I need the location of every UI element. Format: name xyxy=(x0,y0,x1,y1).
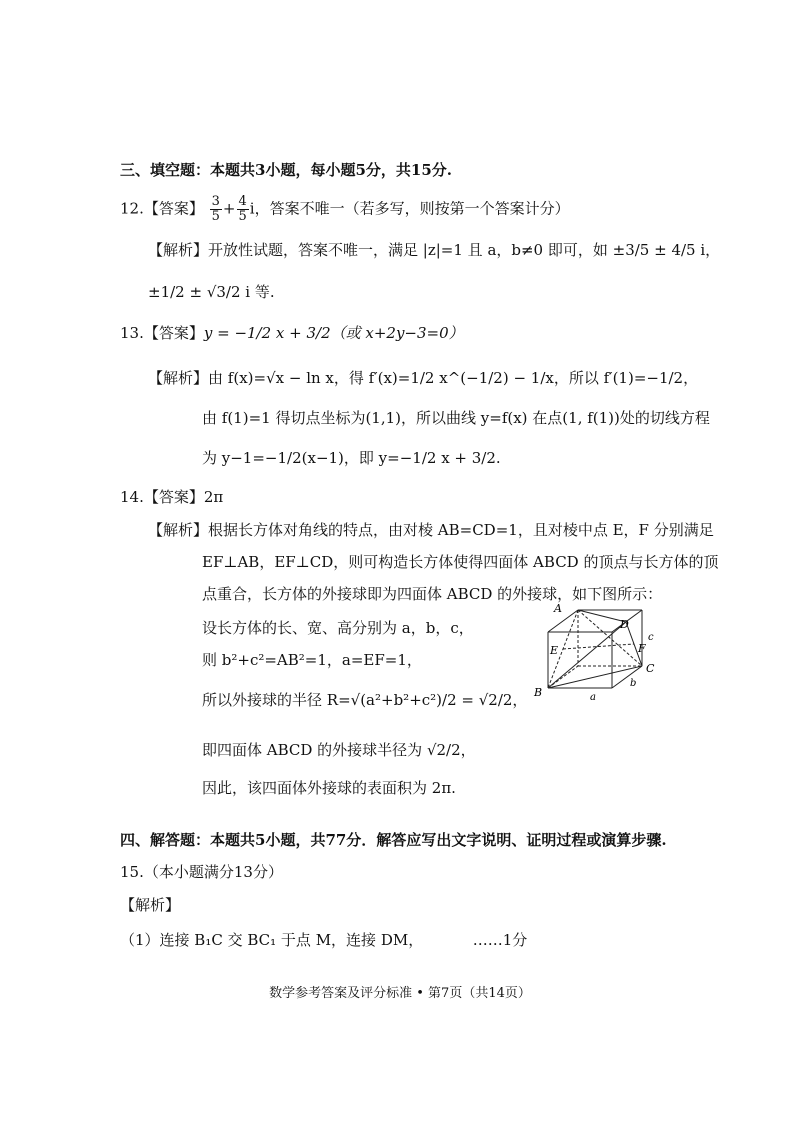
q12-frac-4-5: $\frac{4}{5}$ xyxy=(238,194,247,224)
edge-AD xyxy=(578,610,626,622)
q12-analysis-line2: ±1/2 ± √3/2 i 等. xyxy=(148,283,275,301)
q15-step1-score: ……1分 xyxy=(472,931,528,949)
label-c: c xyxy=(648,632,654,643)
q14-line6 xyxy=(202,690,527,710)
label-A: A xyxy=(554,602,562,615)
q12-analysis-label: 【解析】 xyxy=(148,241,209,259)
q13-label: 13.【答案】 xyxy=(120,324,204,342)
label-E: E xyxy=(550,644,559,657)
section-heading-3: 三、填空题：本题共3小题，每小题5分，共15分. xyxy=(120,161,452,179)
page-footer: 数学参考答案及评分标准 • 第7页（共14页） xyxy=(269,986,531,1001)
q13-line2: 由 f(1)=1 得切点坐标为(1,1)，所以曲线 y=f(x) 在点(1, f(1))处的切线方程 xyxy=(202,409,710,427)
edge-BC xyxy=(548,666,642,688)
q14-line7: 即四面体 ABCD 的外接球半径为 √2/2， xyxy=(202,741,476,759)
q14-line1: 根据长方体对角线的特点，由对棱 AB=CD=1，且对棱中点 E，F 分别满足 xyxy=(208,521,714,539)
q14-answer-line xyxy=(120,487,223,507)
q14-analysis-line1 xyxy=(148,520,714,540)
q13-analysis-line1 xyxy=(148,368,698,388)
label-a: a xyxy=(590,692,596,703)
q12-analysis-text: 开放性试题，答案不唯一，满足 |z|=1 且 a，b≠0 即可，如 ±3/5 ± 4/5 i， xyxy=(208,241,721,259)
section-heading-4: 四、解答题：本题共5小题，共77分．解答应写出文字说明、证明过程或演算步骤. xyxy=(120,831,667,849)
label-F: F xyxy=(638,642,646,655)
q15-step1: （1）连接 B₁C 交 BC₁ 于点 M，连接 DM， xyxy=(120,931,424,949)
q13-answer-line xyxy=(120,323,464,343)
q12-analysis-line1 xyxy=(148,240,720,260)
q12-frac-3-5: $\frac{3}{5}$ xyxy=(211,194,220,224)
q13-line1: 由 f(x)=√x − ln x，得 f′(x)=1/2 x^(−1/2) − 1/x，所以 f′(1)=−1/2， xyxy=(208,369,699,387)
q14-line2: EF⊥AB，EF⊥CD，则可构造长方体使得四面体 ABCD 的顶点与长方体的顶 xyxy=(202,553,719,571)
q14-line6-formula: √(a²+b²+c²)/2 = √2/2， xyxy=(350,691,528,709)
q13-line3: 为 y−1=−1/2(x−1)，即 y=−1/2 x + 3/2. xyxy=(202,449,501,467)
q14-line3: 点重合，长方体的外接球即为四面体 ABCD 的外接球，如下图所示： xyxy=(202,585,663,603)
q13-analysis-label: 【解析】 xyxy=(148,369,209,387)
q13-answer: y = −1/2 x + 3/2（或 x+2y−3=0） xyxy=(203,324,464,342)
q12-answer-line: 12.【答案】 $\frac{3}{5}$ + $\frac{4}{5}$ i，答案不唯一（若多写，则按第一个答案计分） xyxy=(120,194,570,224)
q15-analysis-label: 【解析】 xyxy=(120,896,181,914)
q14-label: 14.【答案】 xyxy=(120,488,204,506)
q14-line4: 设长方体的长、宽、高分别为 a，b，c， xyxy=(202,619,474,637)
label-B: B xyxy=(534,686,543,699)
cuboid-figure xyxy=(530,600,670,705)
label-b: b xyxy=(630,678,637,689)
q14-line5: 则 b²+c²=AB²=1，a=EF=1， xyxy=(202,651,422,669)
q12-label: 12.【答案】 xyxy=(120,199,204,218)
q15-step1-line xyxy=(120,930,527,950)
q12-answer-tail: i，答案不唯一（若多写，则按第一个答案计分） xyxy=(249,199,570,218)
label-D: D xyxy=(620,618,629,631)
q14-analysis-label: 【解析】 xyxy=(148,521,209,539)
label-C: C xyxy=(646,662,655,675)
q15-label: 15.（本小题满分13分） xyxy=(120,863,283,881)
q14-answer: 2π xyxy=(203,488,224,506)
q14-line8: 因此，该四面体外接球的表面积为 2π. xyxy=(202,779,456,797)
q14-line6-prefix: 所以外接球的半径 R= xyxy=(202,691,351,709)
